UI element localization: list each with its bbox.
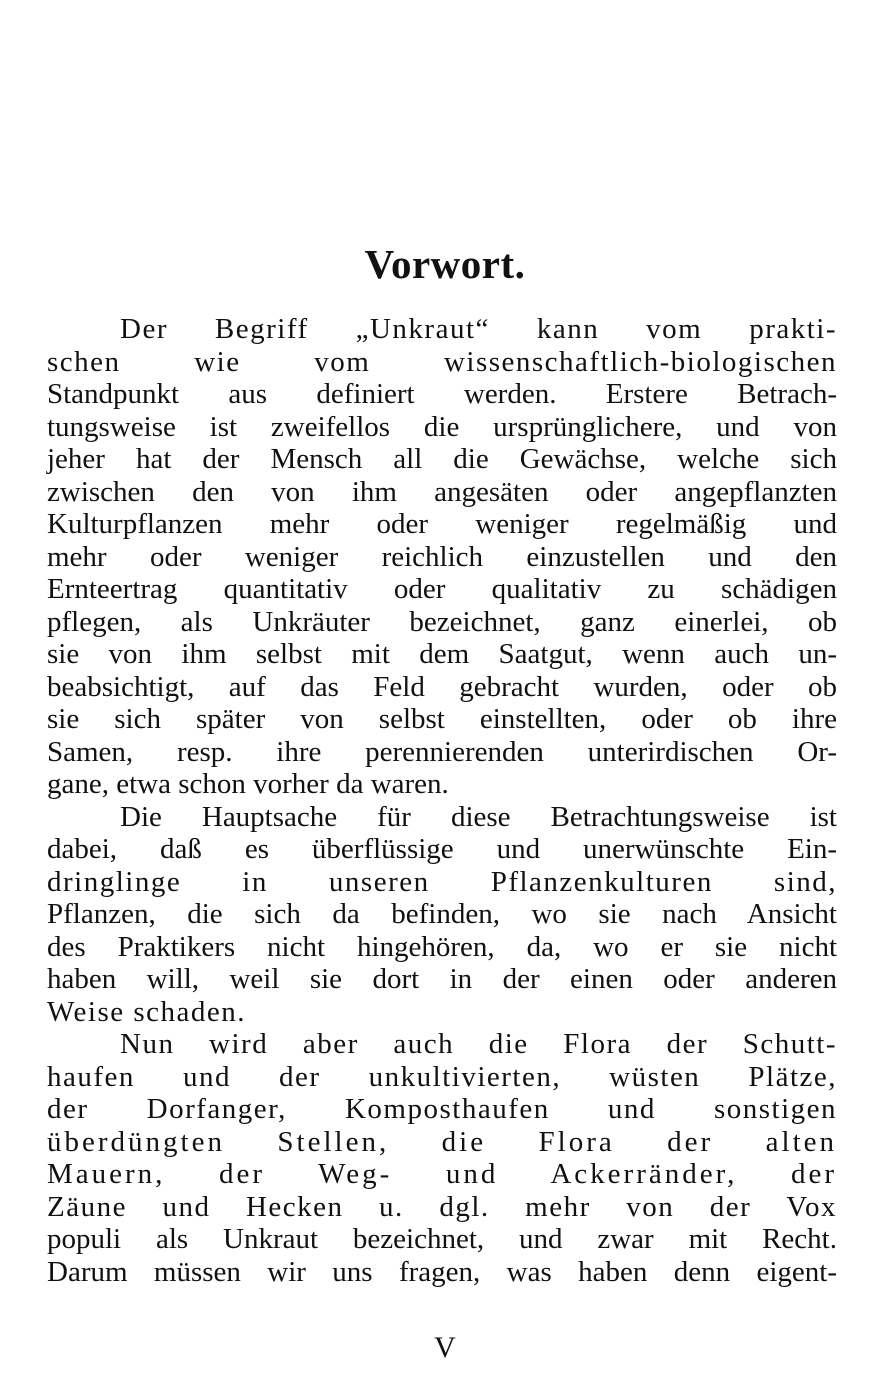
page-number: V <box>434 1331 456 1364</box>
text-line: Nun wird aber auch die Flora der Schutt- <box>120 1028 837 1060</box>
text-line: Darum müssen wir uns fragen, was haben denn eigent- <box>47 1255 837 1288</box>
text-line: mehr oder weniger reichlich einzustellen und den <box>47 540 837 573</box>
text-line: dringlinge in unseren Pflanzenkulturen sind, <box>47 865 837 898</box>
text-line: der Dorfanger, Komposthaufen und sonstigen <box>47 1093 837 1125</box>
text-line: Kulturpflanzen mehr oder weniger regelmäßig und <box>47 508 837 540</box>
text-line: tungsweise ist zweifellos die ursprünglichere, und von <box>47 410 837 443</box>
text-line: haufen und der unkultivierten, wüsten Plätze, <box>47 1060 837 1093</box>
text-line: überdüngten Stellen, die Flora der alten <box>47 1125 837 1158</box>
text-line: Weise schaden. <box>47 995 247 1028</box>
text-line: populi als Unkraut bezeichnet, und zwar mit Recht. <box>47 1223 837 1255</box>
text-line: Mauern, der Weg- und Ackerränder, der <box>47 1158 837 1190</box>
text-line: zwischen den von ihm angesäten oder angepflanzten <box>47 475 837 508</box>
page-title: Vorwort. <box>364 241 526 287</box>
text-line: haben will, weil sie dort in der einen oder anderen <box>47 963 837 995</box>
text-line: sie sich später von selbst einstellten, oder ob ihre <box>47 703 837 735</box>
text-line: jeher hat der Mensch all die Gewächse, welche sich <box>47 443 837 475</box>
text-line: Die Hauptsache für diese Betrachtungsweise ist <box>120 800 837 833</box>
text-line: Pflanzen, die sich da befinden, wo sie nach Ansicht <box>47 898 837 930</box>
text-line: sie von ihm selbst mit dem Saatgut, wenn auch un- <box>47 638 837 670</box>
text-line: Zäune und Hecken u. dgl. mehr von der Vox <box>47 1190 837 1223</box>
text-line: Ernteertrag quantitativ oder qualitativ zu schädigen <box>47 573 837 605</box>
text-line: Der Begriff „Unkraut“ kann vom prakti- <box>120 313 837 345</box>
text-line: Samen, resp. ihre perennierenden unterirdischen Or- <box>47 735 837 768</box>
body-text <box>47 313 837 1288</box>
text-line: pflegen, als Unkräuter bezeichnet, ganz einerlei, ob <box>47 605 837 638</box>
text-line: beabsichtigt, auf das Feld gebracht wurden, oder ob <box>47 670 837 703</box>
text-line: dabei, daß es überflüssige und unerwünschte Ein- <box>47 833 837 865</box>
text-line: gane, etwa schon vorher da waren. <box>47 768 449 800</box>
text-line: des Praktikers nicht hingehören, da, wo er sie nicht <box>47 930 837 963</box>
text-line: Standpunkt aus definiert werden. Erstere Betrach- <box>47 378 837 410</box>
text-line: schen wie vom wissenschaftlich-biologischen <box>47 345 837 378</box>
